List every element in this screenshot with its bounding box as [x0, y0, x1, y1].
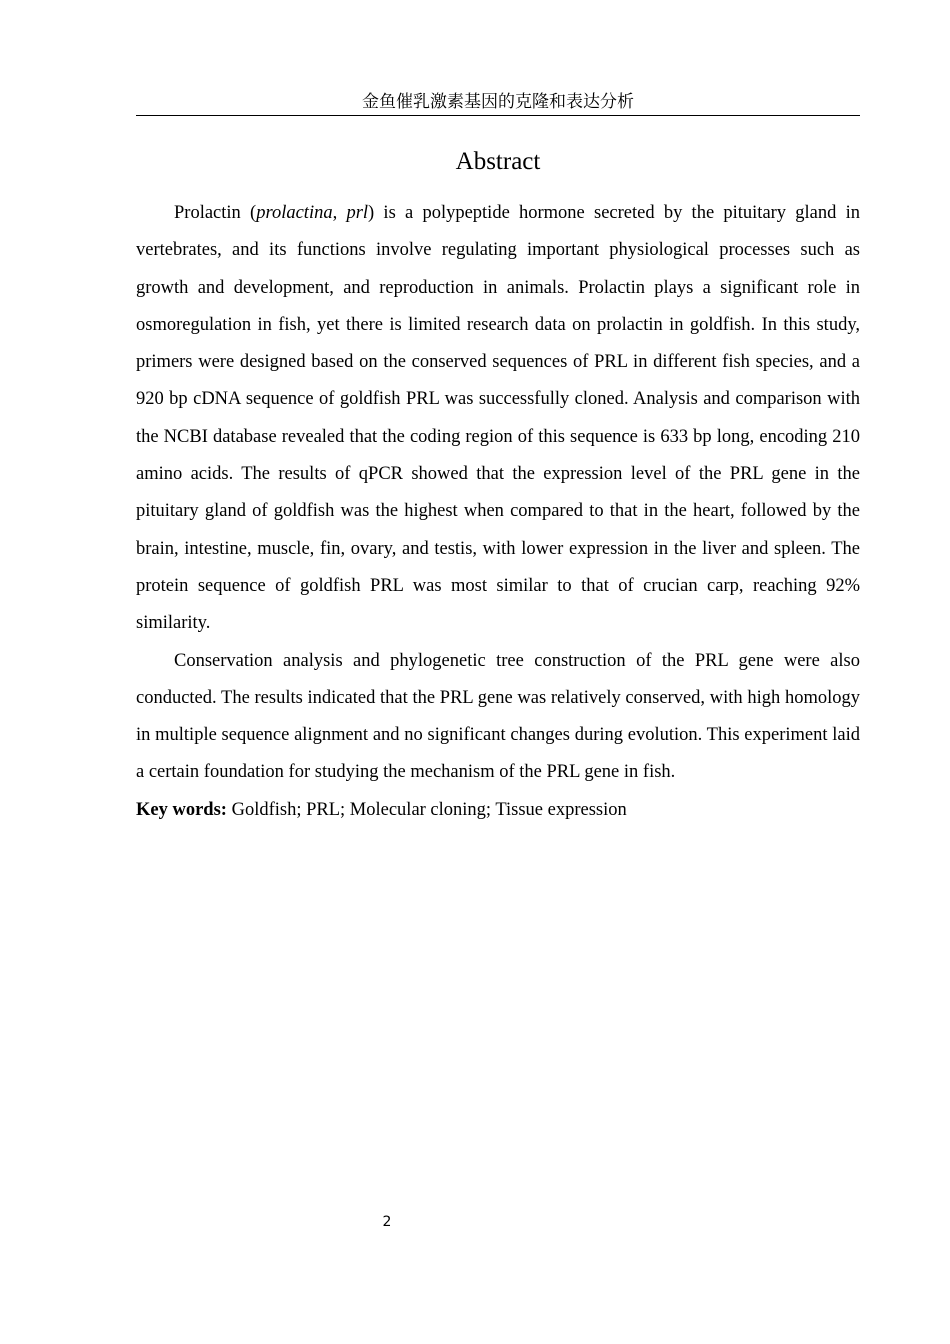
abstract-paragraph-1 — [136, 195, 860, 643]
abstract-body — [136, 195, 860, 829]
keywords-line — [136, 792, 860, 829]
paragraph-1-comma: , — [332, 203, 347, 223]
term-prl: prl — [346, 203, 369, 223]
abstract-heading: Abstract — [455, 148, 541, 175]
abstract-paragraph-2: Conservation analysis and phylogenetic tree construction of the PRL gene were also conducted. The results indicated that the PRL gene was relatively conserved, with high homology in multiple sequence alignment and no significant changes during evolution. This experiment laid a certain foundation for studying the mechanism of the PRL gene in fish. — [136, 650, 860, 783]
running-header — [136, 89, 860, 116]
keywords-label: Key words: — [136, 799, 227, 820]
term-prolactina: prolactina — [256, 203, 333, 223]
paragraph-1-rest: ) is a polypeptide hormone secreted by the pituitary gland in vertebrates, and its functions involve regulating important physiological processes such as growth and development, and reproduction in animals. Prolactin plays a significant role in osmoregulation in fish, yet there is limited research data on prolactin in goldfish. In this study, primers were designed based on the conserved sequences of PRL in different fish species, and a 920 bp cDNA sequence of goldfish PRL was successfully cloned. Analysis and comparison with the NCBI database revealed that the coding region of this sequence is 633 bp long, encoding 210 amino acids. The results of qPCR showed that the expression level of the PRL gene in the pituitary gland of goldfish was the highest when compared to that in the heart, followed by the brain, intestine, muscle, fin, ovary, and testis, with lower expression in the liver and spleen. The protein sequence of goldfish PRL was most similar to that of crucian carp, reaching 92% similarity. — [136, 203, 861, 634]
keywords-list: Goldfish; PRL; Molecular cloning; Tissue expression — [226, 799, 627, 820]
running-header-title: 金鱼催乳激素基因的克隆和表达分析 — [362, 92, 634, 112]
paragraph-1-start: Prolactin ( — [174, 203, 257, 223]
page-number: 2 — [382, 1214, 392, 1230]
